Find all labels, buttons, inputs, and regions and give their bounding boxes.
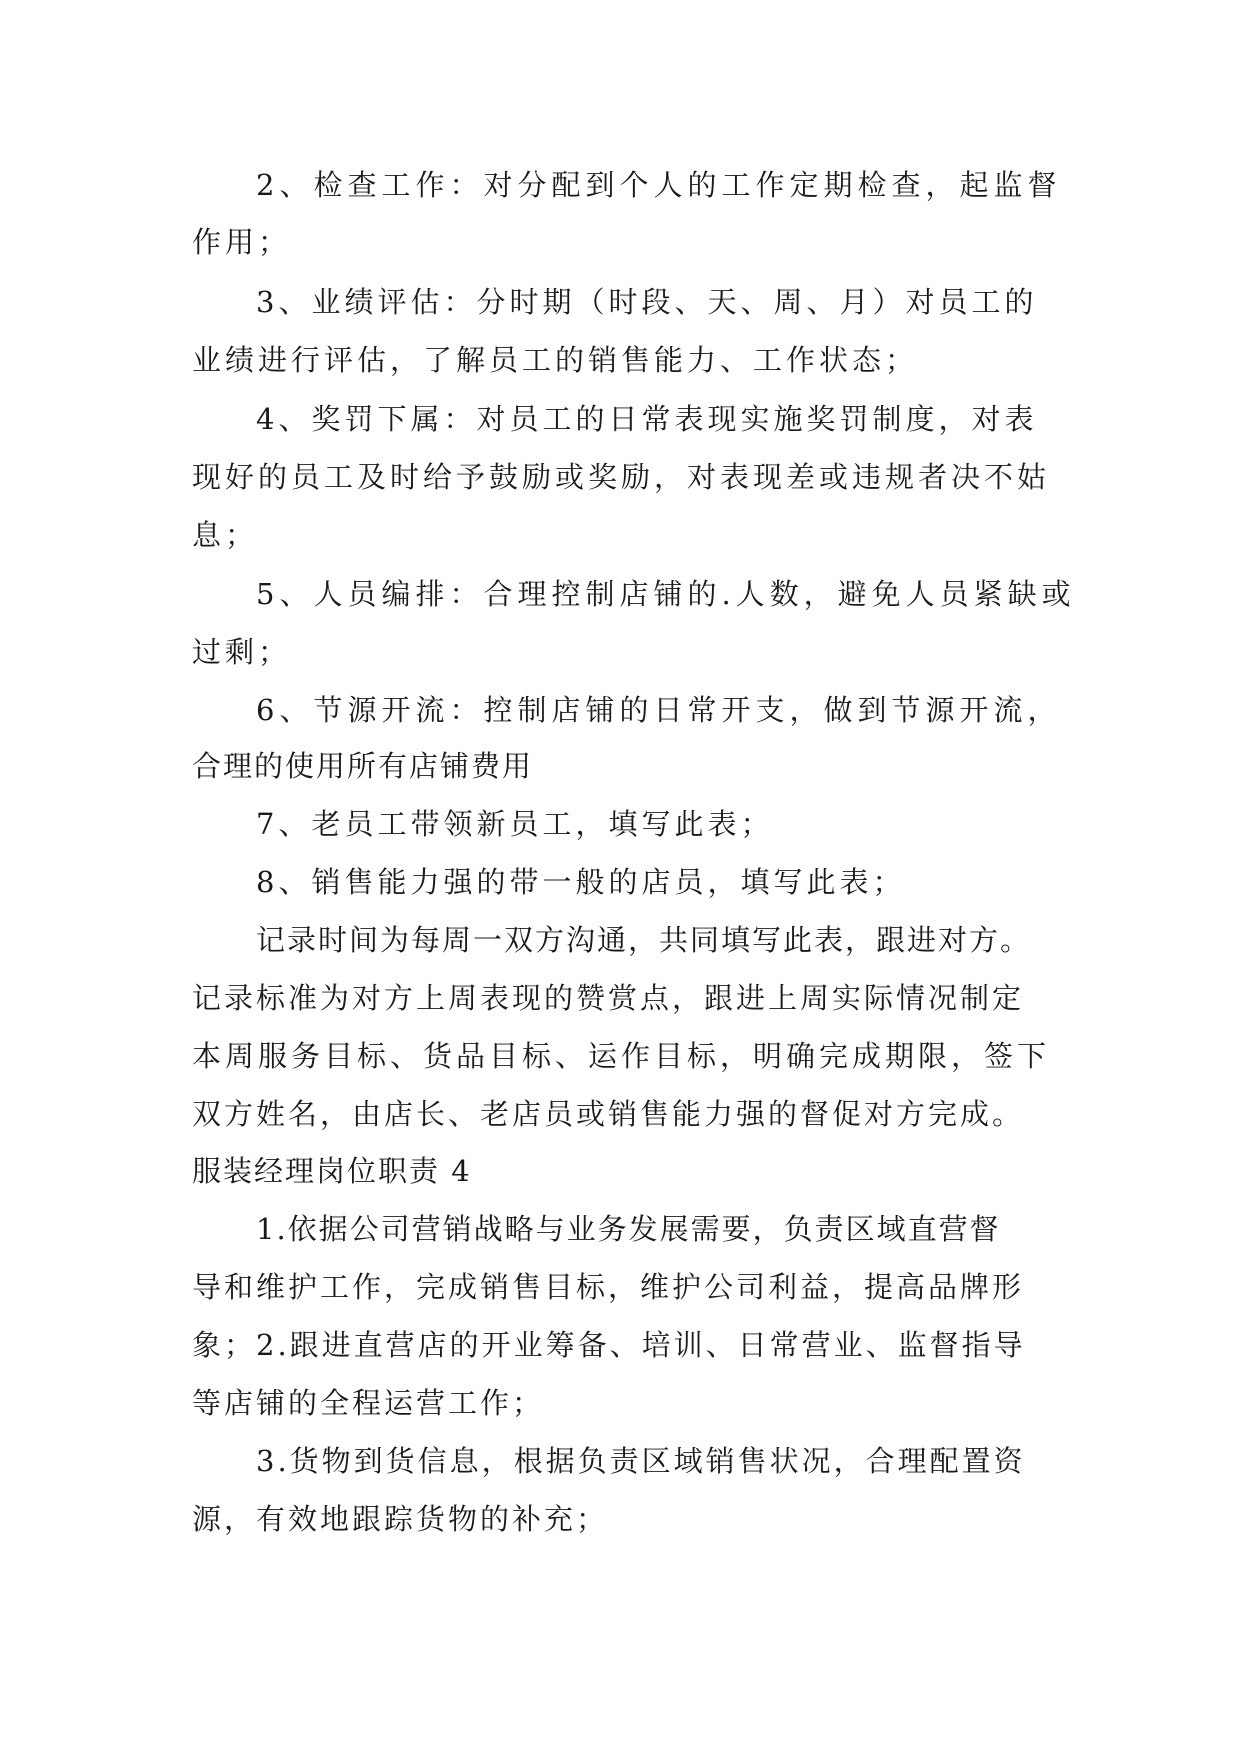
text-line: 1.依据公司营销战略与业务发展需要，负责区域直营督	[256, 1212, 1001, 1246]
text-line: 4、奖罚下属：对员工的日常表现实施奖罚制度，对表	[256, 402, 1038, 436]
text-line: 导和维护工作，完成销售目标，维护公司利益，提高品牌形	[192, 1270, 1025, 1304]
text-line: 记录时间为每周一双方沟通，共同填写此表，跟进对方。	[256, 923, 1032, 957]
text-line: 过剩；	[192, 635, 292, 669]
text-line: 现好的员工及时给予鼓励或奖励，对表现差或违规者决不姑	[192, 460, 1051, 494]
text-line: 8、销售能力强的带一般的店员，填写此表；	[256, 865, 906, 899]
text-line: 7、老员工带领新员工，填写此表；	[256, 807, 774, 841]
text-line: 合理的使用所有店铺费用	[192, 749, 534, 783]
text-line: 3.货物到货信息，根据负责区域销售状况，合理配置资	[256, 1444, 1026, 1478]
text-line: 息；	[192, 518, 259, 552]
text-line: 记录标准为对方上周表现的赞赏点，跟进上周实际情况制定	[192, 981, 1025, 1015]
text-line: 作用；	[192, 225, 292, 259]
text-line: 本周服务目标、货品目标、运作目标，明确完成期限，签下	[192, 1039, 1051, 1073]
text-line: 业绩进行评估，了解员工的销售能力、工作状态；	[192, 343, 919, 377]
text-line: 等店铺的全程运营工作；	[192, 1386, 545, 1420]
text-line: 5、人员编排：合理控制店铺的.人数，避免人员紧缺或	[256, 577, 1076, 611]
text-line: 源，有效地跟踪货物的补充；	[192, 1502, 609, 1536]
section-heading: 服装经理岗位职责 4	[192, 1154, 472, 1188]
text-line: 3、业绩评估：分时期（时段、天、周、月）对员工的	[256, 285, 1038, 319]
text-line: 2、检查工作：对分配到个人的工作定期检查，起监督	[256, 168, 1062, 202]
text-line: 象；2.跟进直营店的开业筹备、培训、日常营业、监督指导	[192, 1328, 1026, 1362]
text-line: 双方姓名，由店长、老店员或销售能力强的督促对方完成。	[192, 1097, 1025, 1131]
text-line: 6、节源开流：控制店铺的日常开支，做到节源开流，	[256, 693, 1062, 727]
